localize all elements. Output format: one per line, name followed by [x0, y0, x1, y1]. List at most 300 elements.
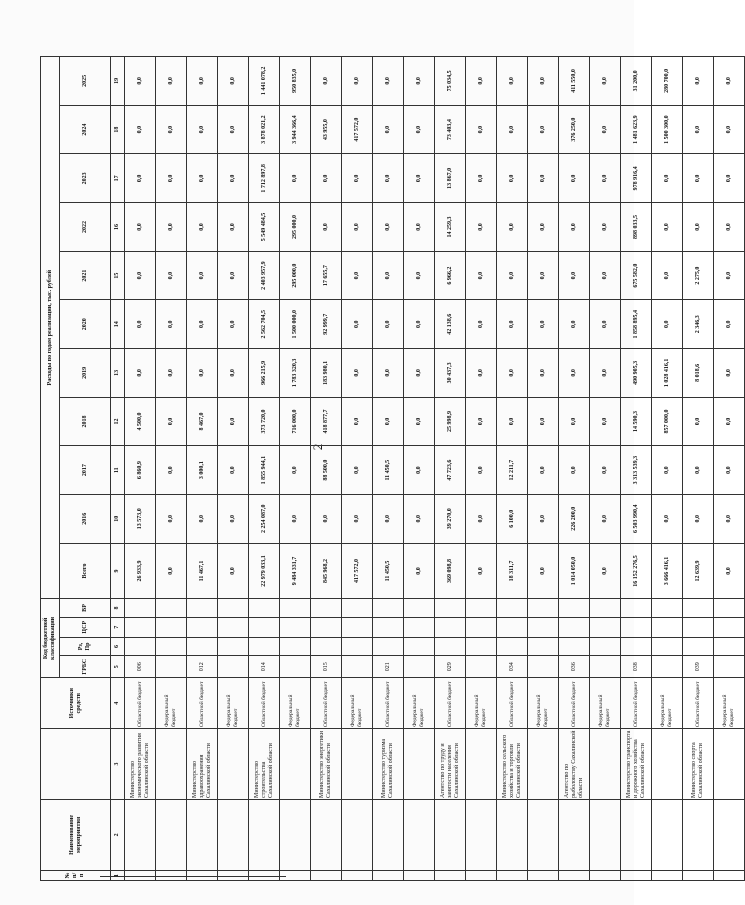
cell-year-value: 31 200,0 [621, 57, 652, 106]
cell-measure [342, 799, 373, 870]
cell-measure [528, 799, 559, 870]
cell-executor [652, 729, 683, 800]
cell-year-value: 0,0 [342, 203, 373, 252]
cell-year-value: 280 700,0 [652, 57, 683, 106]
cell-no [187, 870, 218, 880]
table-row [435, 57, 466, 881]
cell-year-value: 1 855 944,1 [249, 446, 280, 495]
cell-executor: Министерство туризма Сахалинской области [373, 729, 404, 800]
cell-year-value: 0,0 [187, 349, 218, 398]
cell-year-value: 0,0 [466, 203, 497, 252]
cell-measure [497, 799, 528, 870]
cell-year-value: 0,0 [342, 300, 373, 349]
cell-year-value: 0,0 [590, 203, 621, 252]
cell-csr [435, 617, 466, 637]
cell-grbs: 015 [311, 656, 342, 678]
cell-total: 0,0 [156, 543, 187, 599]
cell-no [528, 870, 559, 880]
cell-vr [156, 599, 187, 617]
table-row [714, 57, 745, 881]
cell-year-value: 0,0 [218, 446, 249, 495]
cell-executor [714, 729, 745, 800]
header-total: Всего [60, 543, 111, 599]
cell-year-value: 0,0 [280, 494, 311, 543]
cell-executor [342, 729, 373, 800]
cell-rzpr [714, 637, 745, 655]
cell-measure [683, 799, 714, 870]
cell-year-value: 0,0 [280, 154, 311, 203]
cell-year-value: 0,0 [342, 154, 373, 203]
cell-year-value: 6 860,9 [125, 446, 156, 495]
cell-source: Областной бюджет [125, 678, 156, 729]
column-number-row [111, 57, 125, 881]
cell-no [466, 870, 497, 880]
table-row [280, 57, 311, 881]
cell-year-value: 0,0 [497, 154, 528, 203]
cell-year-value: 857 000,0 [652, 397, 683, 446]
cell-csr [559, 617, 590, 637]
cell-grbs [280, 656, 311, 678]
cell-year-value: 0,0 [342, 446, 373, 495]
cell-year-value: 75 034,5 [435, 57, 466, 106]
table-row [466, 57, 497, 881]
cell-year-value: 0,0 [342, 57, 373, 106]
cell-no [714, 870, 745, 880]
cell-grbs [590, 656, 621, 678]
cell-year-value: 3 878 021,2 [249, 105, 280, 154]
cell-year-value: 1 500 300,0 [652, 105, 683, 154]
cell-grbs [342, 656, 373, 678]
cell-year-value: 0,0 [528, 494, 559, 543]
cell-year-value: 0,0 [404, 154, 435, 203]
cell-executor [218, 729, 249, 800]
cell-year-value: 0,0 [559, 154, 590, 203]
cell-year-value: 6 503 990,4 [621, 494, 652, 543]
table-row [342, 57, 373, 881]
cell-total: 0,0 [528, 543, 559, 599]
cell-year-value: 2 254 087,0 [249, 494, 280, 543]
cell-year-value: 0,0 [218, 300, 249, 349]
cell-grbs [652, 656, 683, 678]
table-row [311, 57, 342, 881]
cell-measure [373, 799, 404, 870]
cell-measure [125, 799, 156, 870]
cell-year-value: 1 481 623,9 [621, 105, 652, 154]
cell-year-value: 0,0 [683, 203, 714, 252]
table-row [683, 57, 714, 881]
cell-year-value: 898 033,5 [621, 203, 652, 252]
cell-year-value: 0,0 [125, 154, 156, 203]
header-year: 2018 [60, 397, 111, 446]
cell-year-value: 0,0 [218, 349, 249, 398]
cell-grbs: 036 [559, 656, 590, 678]
cell-year-value: 0,0 [218, 397, 249, 446]
header-expenses: Расходы по годам реализации, тыс. рублей [41, 57, 60, 599]
cell-rzpr [621, 637, 652, 655]
cell-year-value: 0,0 [373, 494, 404, 543]
cell-year-value: 490 905,3 [621, 349, 652, 398]
cell-year-value: 0,0 [590, 494, 621, 543]
cell-year-value: 0,0 [404, 349, 435, 398]
cell-executor: Министерство сельского хозяйства и торговли Сахалинской области [497, 729, 528, 800]
column-number: 8 [111, 599, 125, 617]
cell-year-value: 12 211,7 [497, 446, 528, 495]
cell-measure [218, 799, 249, 870]
column-number: 18 [111, 105, 125, 154]
header-source: Источники средств [41, 678, 111, 729]
cell-year-value: 0,0 [280, 446, 311, 495]
cell-year-value: 0,0 [714, 446, 745, 495]
header-year: 2023 [60, 154, 111, 203]
cell-year-value: 88 500,0 [311, 446, 342, 495]
cell-year-value: 73 403,4 [435, 105, 466, 154]
cell-year-value: 0,0 [528, 349, 559, 398]
cell-year-value: 0,0 [311, 154, 342, 203]
cell-year-value: 0,0 [156, 203, 187, 252]
cell-vr [528, 599, 559, 617]
cell-year-value: 0,0 [683, 446, 714, 495]
cell-executor [404, 729, 435, 800]
cell-csr [683, 617, 714, 637]
cell-measure [559, 799, 590, 870]
cell-total: 18 311,7 [497, 543, 528, 599]
cell-source: Федеральный бюджет [156, 678, 187, 729]
cell-year-value: 0,0 [311, 494, 342, 543]
cell-executor [590, 729, 621, 800]
cell-year-value: 0,0 [652, 203, 683, 252]
cell-measure [404, 799, 435, 870]
table-row [404, 57, 435, 881]
cell-executor [466, 729, 497, 800]
cell-total: 0,0 [466, 543, 497, 599]
cell-year-value: 0,0 [187, 105, 218, 154]
cell-year-value: 0,0 [714, 105, 745, 154]
cell-year-value: 43 955,0 [311, 105, 342, 154]
cell-rzpr [466, 637, 497, 655]
cell-grbs [218, 656, 249, 678]
header-year: 2017 [60, 446, 111, 495]
cell-measure [652, 799, 683, 870]
cell-year-value: 0,0 [342, 251, 373, 300]
cell-year-value: 0,0 [497, 349, 528, 398]
cell-vr [218, 599, 249, 617]
cell-no [373, 870, 404, 880]
cell-year-value: 13 573,0 [125, 494, 156, 543]
cell-vr [373, 599, 404, 617]
cell-no [280, 870, 311, 880]
header-year: 2016 [60, 494, 111, 543]
cell-total: 369 098,8 [435, 543, 466, 599]
cell-year-value: 0,0 [559, 203, 590, 252]
cell-rzpr [249, 637, 280, 655]
cell-rzpr [218, 637, 249, 655]
cell-source: Федеральный бюджет [652, 678, 683, 729]
cell-year-value: 0,0 [466, 349, 497, 398]
cell-year-value: 0,0 [373, 203, 404, 252]
cell-source: Областной бюджет [311, 678, 342, 729]
cell-year-value: 0,0 [590, 397, 621, 446]
cell-executor: Министерство спорта Сахалинской области [683, 729, 714, 800]
cell-year-value: 0,0 [218, 105, 249, 154]
cell-source: Федеральный бюджет [590, 678, 621, 729]
cell-total: 417 572,0 [342, 543, 373, 599]
header-csr: ЦСР [60, 617, 111, 637]
cell-year-value: 0,0 [218, 251, 249, 300]
cell-rzpr [404, 637, 435, 655]
cell-measure [311, 799, 342, 870]
cell-year-value: 1 783 320,3 [280, 349, 311, 398]
cell-year-value: 0,0 [156, 57, 187, 106]
cell-measure [466, 799, 497, 870]
cell-total: 845 968,2 [311, 543, 342, 599]
header-no: № п/п [41, 870, 111, 880]
cell-measure [280, 799, 311, 870]
cell-total: 1 014 050,0 [559, 543, 590, 599]
cell-year-value: 0,0 [683, 57, 714, 106]
cell-no [156, 870, 187, 880]
cell-grbs: 021 [373, 656, 404, 678]
cell-year-value: 373 720,0 [249, 397, 280, 446]
cell-year-value: 0,0 [497, 397, 528, 446]
cell-year-value: 0,0 [497, 57, 528, 106]
cell-executor: Министерство экономического развития Сахалинской области [125, 729, 156, 800]
cell-year-value: 11 450,5 [373, 446, 404, 495]
header-year: 2024 [60, 105, 111, 154]
cell-year-value: 0,0 [466, 105, 497, 154]
cell-total: 16 152 276,5 [621, 543, 652, 599]
cell-year-value: 0,0 [466, 397, 497, 446]
table-row [249, 57, 280, 881]
cell-source: Областной бюджет [497, 678, 528, 729]
table-row [373, 57, 404, 881]
cell-year-value: 0,0 [311, 203, 342, 252]
table-row [187, 57, 218, 881]
cell-year-value: 0,0 [528, 446, 559, 495]
cell-year-value: 0,0 [373, 154, 404, 203]
cell-csr [714, 617, 745, 637]
cell-no [559, 870, 590, 880]
cell-csr [187, 617, 218, 637]
cell-year-value: 376 250,0 [559, 105, 590, 154]
cell-year-value: 0,0 [590, 154, 621, 203]
cell-rzpr [528, 637, 559, 655]
cell-source: Областной бюджет [249, 678, 280, 729]
cell-source: Федеральный бюджет [218, 678, 249, 729]
cell-year-value: 0,0 [373, 57, 404, 106]
table-row [559, 57, 590, 881]
cell-csr [528, 617, 559, 637]
cell-year-value: 0,0 [683, 397, 714, 446]
table-row [218, 57, 249, 881]
cell-year-value: 14 590,3 [621, 397, 652, 446]
cell-grbs: 029 [435, 656, 466, 678]
cell-year-value: 0,0 [528, 300, 559, 349]
cell-year-value: 92 999,7 [311, 300, 342, 349]
header-executor [41, 729, 111, 800]
cell-year-value: 0,0 [311, 57, 342, 106]
cell-executor: Министерство транспорта и дорожного хозяйства Сахалинской области [621, 729, 652, 800]
cell-year-value: 0,0 [125, 251, 156, 300]
cell-year-value: 0,0 [187, 251, 218, 300]
cell-year-value: 0,0 [683, 105, 714, 154]
cell-year-value: 0,0 [218, 203, 249, 252]
cell-no [435, 870, 466, 880]
cell-csr [621, 617, 652, 637]
cell-year-value: 966 215,9 [249, 349, 280, 398]
cell-csr [156, 617, 187, 637]
cell-year-value: 0,0 [466, 300, 497, 349]
cell-year-value: 47 723,6 [435, 446, 466, 495]
column-number: 14 [111, 300, 125, 349]
cell-year-value: 0,0 [342, 349, 373, 398]
cell-year-value: 0,0 [466, 57, 497, 106]
cell-year-value: 0,0 [590, 251, 621, 300]
cell-rzpr [683, 637, 714, 655]
column-number: 3 [111, 729, 125, 800]
cell-year-value: 0,0 [404, 494, 435, 543]
cell-grbs [156, 656, 187, 678]
table-row [125, 57, 156, 881]
cell-year-value: 0,0 [156, 494, 187, 543]
cell-year-value: 0,0 [714, 154, 745, 203]
cell-source: Областной бюджет [559, 678, 590, 729]
cell-vr [714, 599, 745, 617]
cell-year-value: 0,0 [125, 105, 156, 154]
cell-year-value: 2 562 704,5 [249, 300, 280, 349]
column-number: 17 [111, 154, 125, 203]
cell-no [621, 870, 652, 880]
cell-year-value: 0,0 [683, 154, 714, 203]
cell-total: 0,0 [714, 543, 745, 599]
cell-year-value: 0,0 [652, 154, 683, 203]
cell-year-value: 0,0 [404, 251, 435, 300]
cell-year-value: 0,0 [342, 494, 373, 543]
column-number: 4 [111, 678, 125, 729]
cell-year-value: 0,0 [714, 57, 745, 106]
cell-year-value: 0,0 [404, 300, 435, 349]
cell-total: 12 639,9 [683, 543, 714, 599]
table-row [497, 57, 528, 881]
cell-grbs [714, 656, 745, 678]
column-number: 13 [111, 349, 125, 398]
column-number: 5 [111, 656, 125, 678]
cell-year-value: 0,0 [590, 446, 621, 495]
cell-total: 22 979 033,1 [249, 543, 280, 599]
header-vr: ВР [60, 599, 111, 617]
cell-grbs [466, 656, 497, 678]
cell-year-value: 1 500 000,0 [280, 300, 311, 349]
cell-vr [311, 599, 342, 617]
column-number: 7 [111, 617, 125, 637]
cell-total: 0,0 [404, 543, 435, 599]
cell-vr [559, 599, 590, 617]
cell-year-value: 0,0 [404, 57, 435, 106]
cell-no [683, 870, 714, 880]
cell-source: Федеральный бюджет [714, 678, 745, 729]
cell-year-value: 0,0 [404, 203, 435, 252]
cell-rzpr [590, 637, 621, 655]
column-number: 10 [111, 494, 125, 543]
cell-measure [249, 799, 280, 870]
cell-grbs [404, 656, 435, 678]
cell-year-value: 2 403 957,9 [249, 251, 280, 300]
cell-grbs: 039 [683, 656, 714, 678]
cell-vr [621, 599, 652, 617]
cell-grbs: 034 [497, 656, 528, 678]
cell-year-value: 0,0 [218, 57, 249, 106]
cell-year-value: 0,0 [187, 154, 218, 203]
cell-year-value: 0,0 [652, 251, 683, 300]
cell-measure [590, 799, 621, 870]
cell-year-value: 295 000,0 [280, 251, 311, 300]
cell-measure [187, 799, 218, 870]
cell-year-value: 0,0 [714, 300, 745, 349]
cell-year-value: 3 000,1 [187, 446, 218, 495]
cell-year-value: 0,0 [373, 397, 404, 446]
header-budget-class: Код бюджетной классификации [41, 599, 60, 678]
cell-year-value: 0,0 [714, 397, 745, 446]
column-number: 16 [111, 203, 125, 252]
cell-year-value: 0,0 [590, 300, 621, 349]
cell-year-value: 0,0 [125, 203, 156, 252]
cell-year-value: 0,0 [714, 349, 745, 398]
cell-year-value: 0,0 [590, 349, 621, 398]
header-year: 2025 [60, 57, 111, 106]
cell-year-value: 13 867,0 [435, 154, 466, 203]
cell-year-value: 0,0 [714, 251, 745, 300]
cell-year-value: 716 000,0 [280, 397, 311, 446]
cell-year-value: 0,0 [373, 300, 404, 349]
cell-year-value: 0,0 [187, 494, 218, 543]
cell-measure [714, 799, 745, 870]
cell-source: Областной бюджет [373, 678, 404, 729]
cell-year-value: 978 916,4 [621, 154, 652, 203]
cell-grbs: 038 [621, 656, 652, 678]
cell-year-value: 42 138,6 [435, 300, 466, 349]
cell-rzpr [125, 637, 156, 655]
cell-year-value: 0,0 [497, 300, 528, 349]
cell-year-value: 0,0 [652, 300, 683, 349]
cell-year-value: 0,0 [714, 203, 745, 252]
cell-measure [156, 799, 187, 870]
cell-no [342, 870, 373, 880]
cell-total: 26 933,9 [125, 543, 156, 599]
cell-vr [125, 599, 156, 617]
cell-executor [156, 729, 187, 800]
cell-rzpr [342, 637, 373, 655]
cell-total: 0,0 [218, 543, 249, 599]
cell-year-value: 6 100,0 [497, 494, 528, 543]
cell-vr [590, 599, 621, 617]
cell-source: Областной бюджет [621, 678, 652, 729]
cell-rzpr [435, 637, 466, 655]
cell-source: Федеральный бюджет [280, 678, 311, 729]
cell-year-value: 0,0 [528, 154, 559, 203]
cell-csr [373, 617, 404, 637]
cell-year-value: 0,0 [187, 203, 218, 252]
cell-year-value: 1 441 078,2 [249, 57, 280, 106]
cell-year-value: 14 259,3 [435, 203, 466, 252]
cell-executor [528, 729, 559, 800]
cell-year-value: 0,0 [342, 397, 373, 446]
cell-rzpr [280, 637, 311, 655]
cell-year-value: 418 877,7 [311, 397, 342, 446]
cell-year-value: 0,0 [590, 105, 621, 154]
cell-vr [652, 599, 683, 617]
cell-total: 0,0 [590, 543, 621, 599]
cell-measure [435, 799, 466, 870]
cell-year-value: 0,0 [466, 251, 497, 300]
